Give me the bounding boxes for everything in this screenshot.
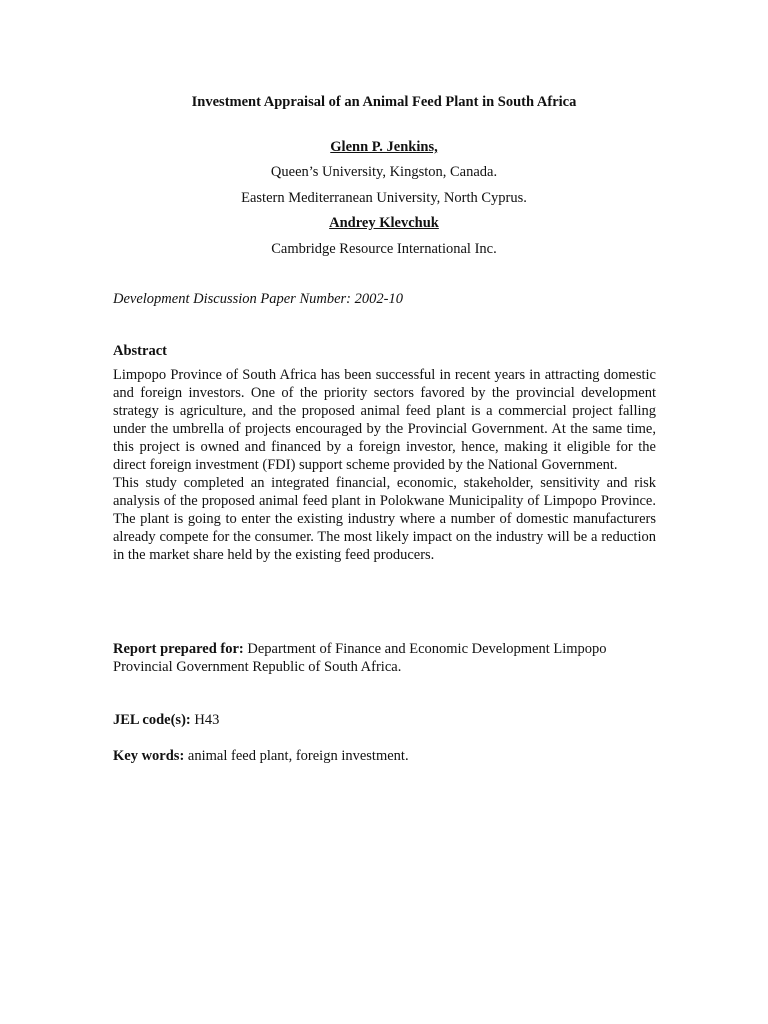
paper-title: Investment Appraisal of an Animal Feed Plant in South Africa [191, 94, 577, 110]
author-2-affiliation-1: Cambridge Resource International Inc. [271, 241, 497, 257]
jel-codes [113, 711, 656, 729]
author-1-affiliation-1: Queen’s University, Kingston, Canada. [270, 164, 498, 180]
key-words [113, 747, 656, 765]
abstract-paragraph-1: Limpopo Province of South Africa has been successful in recent years in attracting domestic and foreign investors. One of the priority sectors favored by the provincial development strategy is agriculture, and the proposed animal feed plant is a commercial project falling under the umbrella of projects encouraged by the Provincial Government. At the same time, this project is owned and financed by a foreign investor, hence, making it eligible for the direct foreign investment (FDI) support scheme provided by the National Government. [113, 367, 656, 473]
abstract-heading: Abstract [113, 343, 167, 359]
report-prepared-for [113, 640, 656, 676]
report-prepared-for-label: Report prepared for: [113, 641, 244, 657]
discussion-paper-number: Development Discussion Paper Number: 2002-10 [113, 291, 403, 307]
author-name-2: Andrey Klevchuk [329, 215, 439, 231]
key-words-label: Key words: [113, 748, 185, 764]
report-prepared-for-value: Department of Finance and Economic Development Limpopo Provincial Government Republic of South Africa. [113, 641, 607, 675]
jel-codes-label: JEL code(s): [113, 712, 191, 728]
abstract-body [113, 366, 656, 564]
author-1-affiliation-2: Eastern Mediterranean University, North Cyprus. [241, 190, 527, 206]
jel-codes-value: H43 [190, 712, 220, 728]
key-words-value: animal feed plant, foreign investment. [184, 748, 409, 764]
abstract-paragraph-2: This study completed an integrated financial, economic, stakeholder, sensitivity and risk analysis of the proposed animal feed plant in Polokwane Municipality of Limpopo Province. The plant is going to enter the existing industry where a number of domestic manufacturers already compete for the consumer. The most likely impact on the industry will be a reduction in the market share held by the existing feed producers. [113, 475, 656, 563]
author-name-1: Glenn P. Jenkins, [330, 139, 438, 155]
